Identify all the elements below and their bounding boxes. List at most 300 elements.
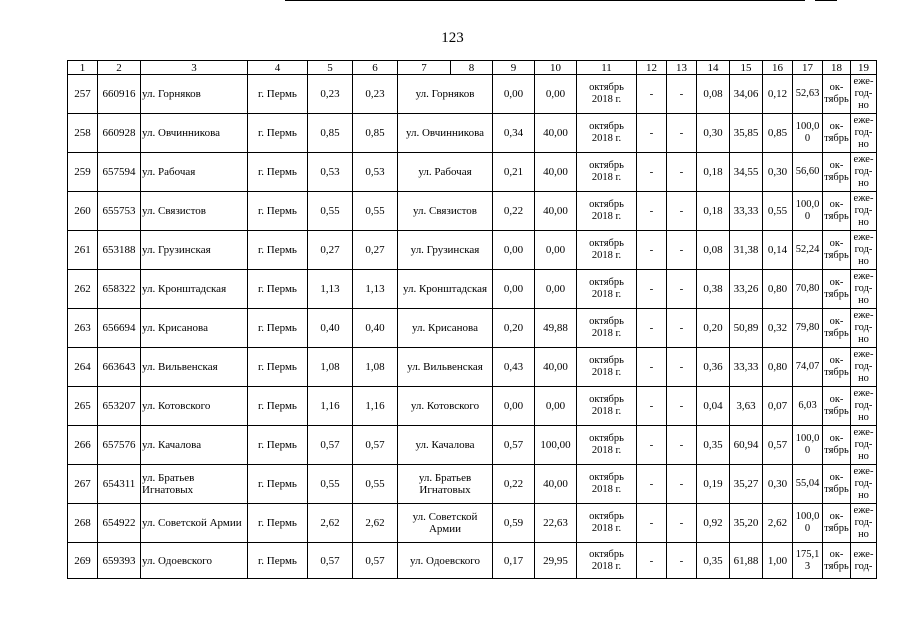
period-cell-line: октябрь bbox=[589, 199, 624, 210]
value-col6: 0,57 bbox=[353, 426, 398, 465]
value-col9: 0,00 bbox=[493, 231, 535, 270]
period-cell-line: октябрь bbox=[589, 433, 624, 444]
value-col16: 0,57 bbox=[763, 426, 793, 465]
value-col17 bbox=[793, 153, 823, 192]
frequency-cell bbox=[851, 75, 877, 114]
object-code: 654311 bbox=[98, 465, 141, 504]
header-cell: 15 bbox=[730, 61, 763, 75]
value-col17-line: 56,60 bbox=[795, 166, 820, 177]
object-code: 657594 bbox=[98, 153, 141, 192]
period-cell-line: 2018 г. bbox=[591, 211, 622, 222]
street-name: ул. Овчинникова bbox=[141, 114, 248, 153]
city-name: г. Пермь bbox=[248, 270, 308, 309]
row-number: 268 bbox=[68, 504, 98, 543]
frequency-cell-line: но bbox=[858, 334, 869, 345]
table-row bbox=[68, 465, 877, 504]
city-name: г. Пермь bbox=[248, 192, 308, 231]
value-col5: 0,27 bbox=[308, 231, 353, 270]
frequency-cell-line: но bbox=[858, 412, 869, 423]
month-cell-line: тябрь bbox=[824, 445, 849, 456]
value-col6: 0,55 bbox=[353, 465, 398, 504]
month-cell bbox=[823, 231, 851, 270]
value-col13: - bbox=[667, 465, 697, 504]
frequency-cell-line: еже- bbox=[853, 154, 874, 165]
value-col12: - bbox=[637, 543, 667, 579]
frequency-cell-line: еже- bbox=[853, 310, 874, 321]
period-cell-line: октябрь bbox=[589, 160, 624, 171]
frequency-cell-line: год- bbox=[854, 88, 873, 99]
frequency-cell bbox=[851, 504, 877, 543]
period-cell bbox=[577, 75, 637, 114]
period-cell bbox=[577, 387, 637, 426]
header-cell: 7 bbox=[398, 61, 451, 75]
header-cell: 3 bbox=[141, 61, 248, 75]
month-cell-line: ок- bbox=[829, 394, 844, 405]
street-name-col7: ул. Грузинская bbox=[398, 231, 493, 270]
value-col5: 0,55 bbox=[308, 192, 353, 231]
value-col14: 0,08 bbox=[697, 231, 730, 270]
table-row bbox=[68, 387, 877, 426]
month-cell bbox=[823, 465, 851, 504]
value-col14: 0,36 bbox=[697, 348, 730, 387]
period-cell bbox=[577, 114, 637, 153]
month-cell bbox=[823, 153, 851, 192]
row-number: 261 bbox=[68, 231, 98, 270]
period-cell bbox=[577, 465, 637, 504]
month-cell-line: ок- bbox=[829, 472, 844, 483]
value-col9: 0,21 bbox=[493, 153, 535, 192]
value-col10: 40,00 bbox=[535, 153, 577, 192]
row-number: 262 bbox=[68, 270, 98, 309]
value-col9: 0,00 bbox=[493, 270, 535, 309]
street-name-col7: ул. Связистов bbox=[398, 192, 493, 231]
table-row bbox=[68, 270, 877, 309]
table-row bbox=[68, 309, 877, 348]
value-col12: - bbox=[637, 192, 667, 231]
period-cell bbox=[577, 543, 637, 579]
value-col6: 0,27 bbox=[353, 231, 398, 270]
street-name: ул. Кронштадская bbox=[141, 270, 248, 309]
value-col15: 33,26 bbox=[730, 270, 763, 309]
street-name: ул. Одоевского bbox=[141, 543, 248, 579]
frequency-cell-line: год- bbox=[854, 127, 873, 138]
frequency-cell-line: еже- bbox=[853, 76, 874, 87]
value-col9: 0,17 bbox=[493, 543, 535, 579]
period-cell-line: 2018 г. bbox=[591, 367, 622, 378]
header-cell: 8 bbox=[451, 61, 493, 75]
period-cell bbox=[577, 504, 637, 543]
value-col16: 0,30 bbox=[763, 465, 793, 504]
row-number: 269 bbox=[68, 543, 98, 579]
frequency-cell-line: но bbox=[858, 295, 869, 306]
street-name-col7: ул. Качалова bbox=[398, 426, 493, 465]
street-name-col7: ул. Одоевского bbox=[398, 543, 493, 579]
value-col9: 0,34 bbox=[493, 114, 535, 153]
value-col13: - bbox=[667, 192, 697, 231]
value-col6: 0,55 bbox=[353, 192, 398, 231]
value-col13: - bbox=[667, 231, 697, 270]
frequency-cell-line: год- bbox=[854, 244, 873, 255]
row-number: 259 bbox=[68, 153, 98, 192]
value-col14: 0,30 bbox=[697, 114, 730, 153]
month-cell-line: тябрь bbox=[824, 367, 849, 378]
value-col17-line: 100,0 bbox=[795, 121, 820, 132]
month-cell-line: тябрь bbox=[824, 211, 849, 222]
period-cell-line: октябрь bbox=[589, 511, 624, 522]
value-col17-line: 0 bbox=[804, 445, 811, 456]
month-cell-line: тябрь bbox=[824, 289, 849, 300]
row-number: 257 bbox=[68, 75, 98, 114]
value-col10: 29,95 bbox=[535, 543, 577, 579]
row-number: 267 bbox=[68, 465, 98, 504]
value-col17-line: 70,80 bbox=[795, 283, 820, 294]
value-col6: 0,23 bbox=[353, 75, 398, 114]
city-name: г. Пермь bbox=[248, 114, 308, 153]
street-name: ул. Грузинская bbox=[141, 231, 248, 270]
period-cell-line: 2018 г. bbox=[591, 406, 622, 417]
month-cell-line: ок- bbox=[829, 199, 844, 210]
value-col12: - bbox=[637, 504, 667, 543]
period-cell-line: 2018 г. bbox=[591, 560, 622, 572]
value-col16: 0,14 bbox=[763, 231, 793, 270]
value-col6: 0,85 bbox=[353, 114, 398, 153]
frequency-cell-line: еже- bbox=[853, 232, 874, 243]
header-cell: 10 bbox=[535, 61, 577, 75]
street-name-col7: ул. Рабочая bbox=[398, 153, 493, 192]
value-col14: 0,38 bbox=[697, 270, 730, 309]
month-cell-line: тябрь bbox=[824, 250, 849, 261]
month-cell-line: тябрь bbox=[824, 172, 849, 183]
period-cell-line: октябрь bbox=[589, 277, 624, 288]
value-col10: 40,00 bbox=[535, 114, 577, 153]
frequency-cell-line: год- bbox=[854, 439, 873, 450]
header-cell: 6 bbox=[353, 61, 398, 75]
value-col12: - bbox=[637, 153, 667, 192]
row-number: 263 bbox=[68, 309, 98, 348]
value-col14: 0,18 bbox=[697, 192, 730, 231]
value-col17 bbox=[793, 75, 823, 114]
value-col16: 0,80 bbox=[763, 348, 793, 387]
value-col13: - bbox=[667, 309, 697, 348]
street-name: ул. Братьев Игнатовых bbox=[141, 465, 248, 504]
frequency-cell-line: еже- bbox=[853, 388, 874, 399]
period-cell-line: 2018 г. bbox=[591, 133, 622, 144]
period-cell bbox=[577, 192, 637, 231]
object-code: 660928 bbox=[98, 114, 141, 153]
value-col10: 40,00 bbox=[535, 465, 577, 504]
value-col15: 60,94 bbox=[730, 426, 763, 465]
table-row bbox=[68, 114, 877, 153]
value-col12: - bbox=[637, 387, 667, 426]
value-col15: 34,06 bbox=[730, 75, 763, 114]
row-number: 266 bbox=[68, 426, 98, 465]
value-col17-line: 79,80 bbox=[795, 322, 820, 333]
month-cell bbox=[823, 387, 851, 426]
month-cell-line: ок- bbox=[829, 277, 844, 288]
top-rule-short bbox=[815, 0, 837, 1]
frequency-cell-line: год- bbox=[854, 400, 873, 411]
header-cell: 4 bbox=[248, 61, 308, 75]
frequency-cell bbox=[851, 348, 877, 387]
value-col16: 1,00 bbox=[763, 543, 793, 579]
value-col17-line: 175,1 bbox=[795, 548, 820, 560]
period-cell-line: октябрь bbox=[589, 394, 624, 405]
month-cell-line: тябрь bbox=[824, 523, 849, 534]
value-col9: 0,00 bbox=[493, 75, 535, 114]
frequency-cell-line: еже- bbox=[853, 548, 874, 560]
street-name: ул. Вильвенская bbox=[141, 348, 248, 387]
city-name: г. Пермь bbox=[248, 426, 308, 465]
value-col13: - bbox=[667, 426, 697, 465]
value-col9: 0,22 bbox=[493, 192, 535, 231]
value-col9: 0,00 bbox=[493, 387, 535, 426]
header-cell: 5 bbox=[308, 61, 353, 75]
value-col5: 0,57 bbox=[308, 543, 353, 579]
row-number: 260 bbox=[68, 192, 98, 231]
frequency-cell-line: год- bbox=[854, 361, 873, 372]
value-col16: 0,07 bbox=[763, 387, 793, 426]
value-col17-line: 100,0 bbox=[795, 433, 820, 444]
frequency-cell-line: но bbox=[858, 178, 869, 189]
month-cell bbox=[823, 309, 851, 348]
header-cell: 14 bbox=[697, 61, 730, 75]
month-cell-line: тябрь bbox=[824, 328, 849, 339]
street-name-col7: ул. Крисанова bbox=[398, 309, 493, 348]
month-cell bbox=[823, 75, 851, 114]
header-row bbox=[68, 61, 877, 75]
table-row bbox=[68, 75, 877, 114]
value-col15: 33,33 bbox=[730, 192, 763, 231]
value-col17-line: 0 bbox=[804, 133, 811, 144]
period-cell-line: октябрь bbox=[589, 238, 624, 249]
frequency-cell bbox=[851, 387, 877, 426]
header-cell: 1 bbox=[68, 61, 98, 75]
value-col6: 2,62 bbox=[353, 504, 398, 543]
month-cell bbox=[823, 504, 851, 543]
row-number: 265 bbox=[68, 387, 98, 426]
value-col17 bbox=[793, 114, 823, 153]
value-col10: 49,88 bbox=[535, 309, 577, 348]
value-col15: 3,63 bbox=[730, 387, 763, 426]
value-col17 bbox=[793, 504, 823, 543]
value-col10: 0,00 bbox=[535, 231, 577, 270]
value-col10: 40,00 bbox=[535, 192, 577, 231]
value-col15: 50,89 bbox=[730, 309, 763, 348]
table-row bbox=[68, 348, 877, 387]
city-name: г. Пермь bbox=[248, 387, 308, 426]
frequency-cell bbox=[851, 192, 877, 231]
value-col17-line: 55,04 bbox=[795, 478, 820, 489]
frequency-cell bbox=[851, 465, 877, 504]
value-col5: 0,85 bbox=[308, 114, 353, 153]
value-col6: 0,57 bbox=[353, 543, 398, 579]
value-col6: 1,16 bbox=[353, 387, 398, 426]
frequency-cell-line: еже- bbox=[853, 427, 874, 438]
value-col17-line: 100,0 bbox=[795, 511, 820, 522]
value-col17-line: 100,0 bbox=[795, 199, 820, 210]
street-name-col7: ул. Котовского bbox=[398, 387, 493, 426]
value-col14: 0,35 bbox=[697, 426, 730, 465]
month-cell-line: ок- bbox=[829, 511, 844, 522]
value-col15: 35,20 bbox=[730, 504, 763, 543]
object-code: 653188 bbox=[98, 231, 141, 270]
period-cell-line: 2018 г. bbox=[591, 289, 622, 300]
frequency-cell-line: но bbox=[858, 451, 869, 462]
value-col16: 0,80 bbox=[763, 270, 793, 309]
month-cell bbox=[823, 114, 851, 153]
table-row bbox=[68, 543, 877, 579]
period-cell-line: октябрь bbox=[589, 121, 624, 132]
table-row bbox=[68, 192, 877, 231]
period-cell bbox=[577, 231, 637, 270]
frequency-cell-line: но bbox=[858, 529, 869, 540]
street-name-col7: ул. Вильвенская bbox=[398, 348, 493, 387]
frequency-cell-line: но bbox=[858, 100, 869, 111]
value-col14: 0,35 bbox=[697, 543, 730, 579]
row-number: 264 bbox=[68, 348, 98, 387]
header-cell: 9 bbox=[493, 61, 535, 75]
month-cell-line: тябрь bbox=[824, 484, 849, 495]
street-name-col7: ул. Овчинникова bbox=[398, 114, 493, 153]
frequency-cell bbox=[851, 426, 877, 465]
frequency-cell-line: год- bbox=[854, 322, 873, 333]
value-col17 bbox=[793, 387, 823, 426]
value-col13: - bbox=[667, 270, 697, 309]
value-col9: 0,22 bbox=[493, 465, 535, 504]
value-col12: - bbox=[637, 348, 667, 387]
header-cell: 2 bbox=[98, 61, 141, 75]
period-cell-line: октябрь bbox=[589, 472, 624, 483]
city-name: г. Пермь bbox=[248, 309, 308, 348]
city-name: г. Пермь bbox=[248, 348, 308, 387]
value-col10: 100,00 bbox=[535, 426, 577, 465]
frequency-cell-line: но bbox=[858, 490, 869, 501]
frequency-cell-line: год- bbox=[854, 283, 873, 294]
period-cell-line: октябрь bbox=[589, 316, 624, 327]
street-name-col7: ул. Кронштадская bbox=[398, 270, 493, 309]
period-cell-line: 2018 г. bbox=[591, 484, 622, 495]
value-col13: - bbox=[667, 348, 697, 387]
value-col14: 0,08 bbox=[697, 75, 730, 114]
value-col16: 0,32 bbox=[763, 309, 793, 348]
value-col14: 0,20 bbox=[697, 309, 730, 348]
value-col6: 0,40 bbox=[353, 309, 398, 348]
month-cell bbox=[823, 192, 851, 231]
street-name: ул. Горняков bbox=[141, 75, 248, 114]
frequency-cell-line: еже- bbox=[853, 193, 874, 204]
city-name: г. Пермь bbox=[248, 153, 308, 192]
frequency-cell bbox=[851, 114, 877, 153]
data-table bbox=[67, 60, 877, 579]
value-col5: 2,62 bbox=[308, 504, 353, 543]
month-cell bbox=[823, 543, 851, 579]
value-col14: 0,92 bbox=[697, 504, 730, 543]
frequency-cell bbox=[851, 309, 877, 348]
month-cell-line: тябрь bbox=[824, 560, 849, 572]
object-code: 654922 bbox=[98, 504, 141, 543]
object-code: 657576 bbox=[98, 426, 141, 465]
value-col17 bbox=[793, 543, 823, 579]
value-col14: 0,04 bbox=[697, 387, 730, 426]
value-col12: - bbox=[637, 231, 667, 270]
street-name: ул. Советской Армии bbox=[141, 504, 248, 543]
value-col17 bbox=[793, 231, 823, 270]
frequency-cell-line: еже- bbox=[853, 505, 874, 516]
period-cell bbox=[577, 426, 637, 465]
object-code: 653207 bbox=[98, 387, 141, 426]
month-cell-line: тябрь bbox=[824, 94, 849, 105]
object-code: 655753 bbox=[98, 192, 141, 231]
street-name-col7: ул. Братьев Игнатовых bbox=[398, 465, 493, 504]
city-name: г. Пермь bbox=[248, 75, 308, 114]
value-col5: 0,53 bbox=[308, 153, 353, 192]
month-cell-line: ок- bbox=[829, 316, 844, 327]
row-number: 258 bbox=[68, 114, 98, 153]
period-cell-line: 2018 г. bbox=[591, 523, 622, 534]
frequency-cell bbox=[851, 153, 877, 192]
value-col13: - bbox=[667, 543, 697, 579]
street-name: ул. Котовского bbox=[141, 387, 248, 426]
period-cell bbox=[577, 153, 637, 192]
value-col13: - bbox=[667, 504, 697, 543]
value-col6: 0,53 bbox=[353, 153, 398, 192]
value-col5: 1,16 bbox=[308, 387, 353, 426]
value-col5: 0,57 bbox=[308, 426, 353, 465]
frequency-cell-line: год- bbox=[854, 166, 873, 177]
month-cell-line: тябрь bbox=[824, 133, 849, 144]
period-cell-line: октябрь bbox=[589, 355, 624, 366]
value-col16: 0,30 bbox=[763, 153, 793, 192]
object-code: 659393 bbox=[98, 543, 141, 579]
frequency-cell-line: но bbox=[858, 373, 869, 384]
value-col17 bbox=[793, 309, 823, 348]
value-col6: 1,08 bbox=[353, 348, 398, 387]
frequency-cell-line: но bbox=[858, 217, 869, 228]
value-col5: 0,55 bbox=[308, 465, 353, 504]
city-name: г. Пермь bbox=[248, 543, 308, 579]
object-code: 660916 bbox=[98, 75, 141, 114]
month-cell-line: ок- bbox=[829, 160, 844, 171]
month-cell-line: ок- bbox=[829, 238, 844, 249]
street-name: ул. Рабочая bbox=[141, 153, 248, 192]
value-col17-line: 0 bbox=[804, 211, 811, 222]
value-col5: 0,40 bbox=[308, 309, 353, 348]
frequency-cell-line: еже- bbox=[853, 466, 874, 477]
value-col15: 35,85 bbox=[730, 114, 763, 153]
frequency-cell-line: еже- bbox=[853, 271, 874, 282]
top-rule bbox=[285, 0, 805, 1]
value-col12: - bbox=[637, 465, 667, 504]
value-col13: - bbox=[667, 75, 697, 114]
value-col5: 1,08 bbox=[308, 348, 353, 387]
month-cell-line: тябрь bbox=[824, 406, 849, 417]
header-cell: 11 bbox=[577, 61, 637, 75]
value-col14: 0,19 bbox=[697, 465, 730, 504]
value-col9: 0,57 bbox=[493, 426, 535, 465]
object-code: 663643 bbox=[98, 348, 141, 387]
value-col12: - bbox=[637, 114, 667, 153]
month-cell-line: ок- bbox=[829, 548, 844, 560]
value-col12: - bbox=[637, 75, 667, 114]
table-row bbox=[68, 426, 877, 465]
city-name: г. Пермь bbox=[248, 231, 308, 270]
frequency-cell-line: год- bbox=[854, 205, 873, 216]
value-col9: 0,20 bbox=[493, 309, 535, 348]
object-code: 656694 bbox=[98, 309, 141, 348]
value-col15: 35,27 bbox=[730, 465, 763, 504]
object-code: 658322 bbox=[98, 270, 141, 309]
value-col17 bbox=[793, 192, 823, 231]
